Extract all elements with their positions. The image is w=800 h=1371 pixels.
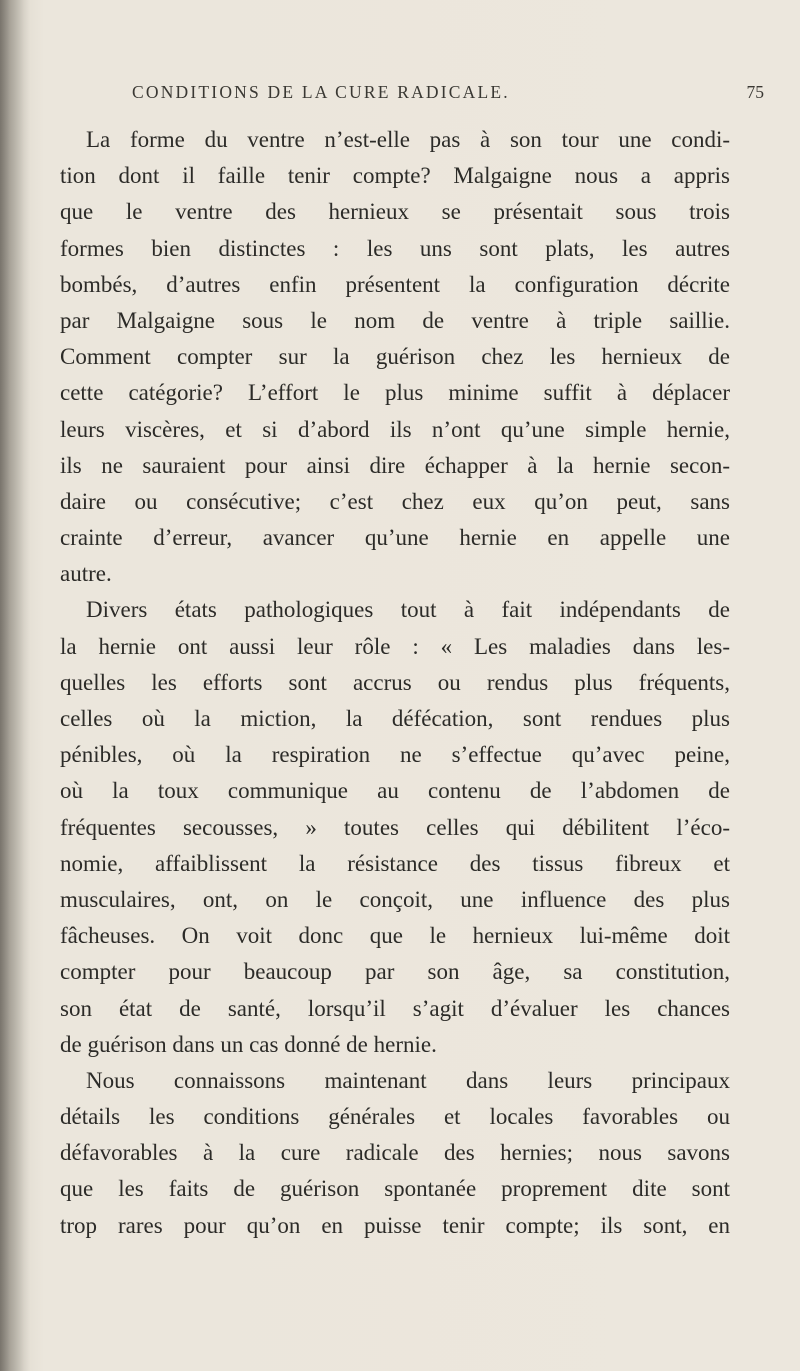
body-text	[60, 122, 730, 1244]
text-line: que les faits de guérison spontanée proprement dite sont	[60, 1176, 730, 1202]
text-line: Nous connaissons maintenant dans leurs principaux	[86, 1067, 730, 1093]
text-line: Comment compter sur la guérison chez les hernieux de	[60, 344, 730, 370]
text-line: bombés, d’autres enfin présentent la configuration décrite	[60, 271, 730, 297]
page-header	[132, 82, 782, 110]
text-line: trop rares pour qu’on en puisse tenir compte; ils sont, en	[60, 1212, 730, 1238]
text-line: La forme du ventre n’est-elle pas à son tour une condi-	[86, 127, 730, 152]
text-line: où la toux communique au contenu de l’abdomen de	[60, 778, 730, 804]
text-line: autre.	[60, 561, 112, 587]
text-line: daire ou consécutive; c’est chez eux qu’on peut, sans	[60, 488, 730, 514]
text-line: tion dont il faille tenir compte? Malgaigne nous a appris	[60, 163, 730, 189]
text-line: son état de santé, lorsqu’il s’agit d’évaluer les chances	[60, 995, 730, 1021]
running-title: CONDITIONS DE LA CURE RADICALE.	[132, 82, 510, 102]
text-line: quelles les efforts sont accrus ou rendus plus fréquents,	[60, 669, 730, 695]
text-line: ils ne sauraient pour ainsi dire échapper à la hernie secon-	[60, 452, 730, 478]
text-line: fréquentes secousses, » toutes celles qui débilitent l’éco-	[60, 814, 730, 840]
text-line: nomie, affaiblissent la résistance des tissus fibreux et	[60, 850, 730, 876]
text-line: formes bien distinctes : les uns sont plats, les autres	[60, 235, 730, 261]
text-line: fâcheuses. On voit donc que le hernieux lui-même doit	[60, 923, 730, 949]
text-line: la hernie ont aussi leur rôle : « Les maladies dans les-	[60, 633, 730, 659]
text-line: cette catégorie? L’effort le plus minime suffit à déplacer	[60, 380, 730, 406]
text-line: pénibles, où la respiration ne s’effectue qu’avec peine,	[60, 742, 730, 768]
text-line: que le ventre des hernieux se présentait sous trois	[60, 199, 730, 225]
text-line: de guérison dans un cas donné de hernie.	[60, 1031, 437, 1057]
page-number: 75	[746, 82, 764, 102]
text-line: détails les conditions générales et locales favorables ou	[60, 1104, 730, 1130]
text-line: compter pour beaucoup par son âge, sa constitution,	[60, 959, 730, 985]
text-line: crainte d’erreur, avancer qu’une hernie en appelle une	[60, 525, 730, 551]
text-line: musculaires, ont, on le conçoit, une influence des plus	[60, 886, 730, 912]
binding-shadow	[0, 0, 30, 1371]
text-line: par Malgaigne sous le nom de ventre à triple saillie.	[60, 307, 730, 333]
text-line: défavorables à la cure radicale des hernies; nous savons	[60, 1140, 730, 1166]
text-line: Divers états pathologiques tout à fait indépendants de	[86, 597, 730, 623]
text-line: celles où la miction, la défécation, sont rendues plus	[60, 706, 730, 731]
text-line: leurs viscères, et si d’abord ils n’ont qu’une simple hernie,	[60, 416, 730, 442]
